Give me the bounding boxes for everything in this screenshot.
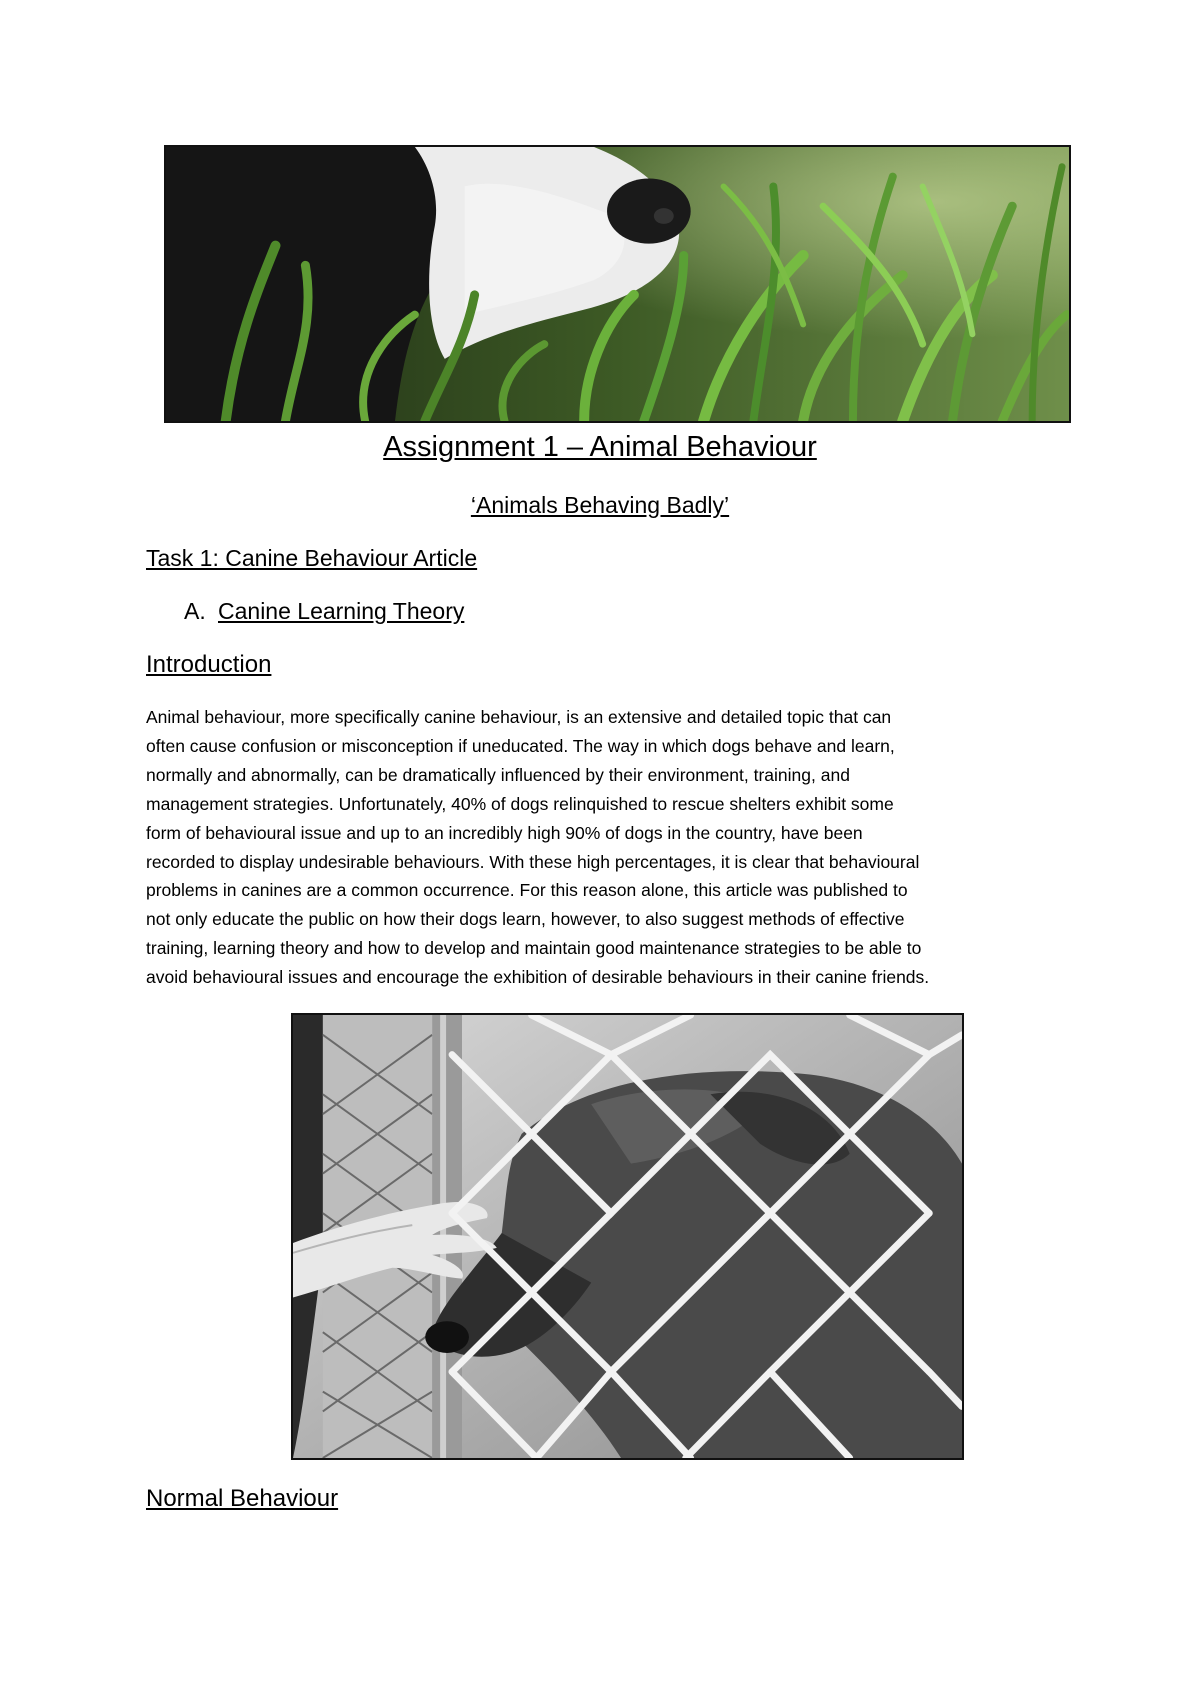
dog-behind-fence-illustration [293, 1015, 962, 1458]
paragraph-line: problems in canines are a common occurrence. For this reason alone, this article was published to [146, 880, 908, 901]
introduction-paragraph [146, 703, 1066, 992]
paragraph-line: recorded to display undesirable behaviours. With these high percentages, it is clear that behavioural [146, 851, 920, 872]
section-number: A. [184, 598, 206, 624]
dog-in-grass-illustration [166, 147, 1069, 421]
section-label: Canine Learning Theory [218, 598, 465, 624]
task-heading: Task 1: Canine Behaviour Article [146, 545, 478, 571]
paragraph-line: often cause confusion or misconception if uneducated. The way in which dogs behave and learn, [146, 735, 895, 756]
paragraph-line: normally and abnormally, can be dramatically influenced by their environment, training, and [146, 764, 850, 785]
paragraph-line: form of behavioural issue and up to an incredibly high 90% of dogs in the country, have been [146, 822, 863, 843]
paragraph-line: training, learning theory and how to develop and maintain good maintenance strategies to be able to [146, 938, 922, 959]
introduction-heading: Introduction [146, 651, 272, 678]
paragraph-line: avoid behavioural issues and encourage the exhibition of desirable behaviours in their canine friends. [146, 967, 930, 988]
paragraph-line: management strategies. Unfortunately, 40% of dogs relinquished to rescue shelters exhibit some [146, 793, 894, 814]
paragraph-line: not only educate the public on how their dogs learn, however, to also suggest methods of effective [146, 909, 905, 930]
document-subtitle: ‘Animals Behaving Badly’ [470, 492, 730, 518]
normal-behaviour-heading: Normal Behaviour [146, 1485, 339, 1512]
kennel-image [291, 1013, 964, 1460]
banner-image [164, 145, 1071, 423]
paragraph-line: Animal behaviour, more specifically canine behaviour, is an extensive and detailed topic that can [146, 707, 892, 727]
document-title: Assignment 1 – Animal Behaviour [383, 431, 817, 463]
section-heading-a [184, 598, 464, 625]
